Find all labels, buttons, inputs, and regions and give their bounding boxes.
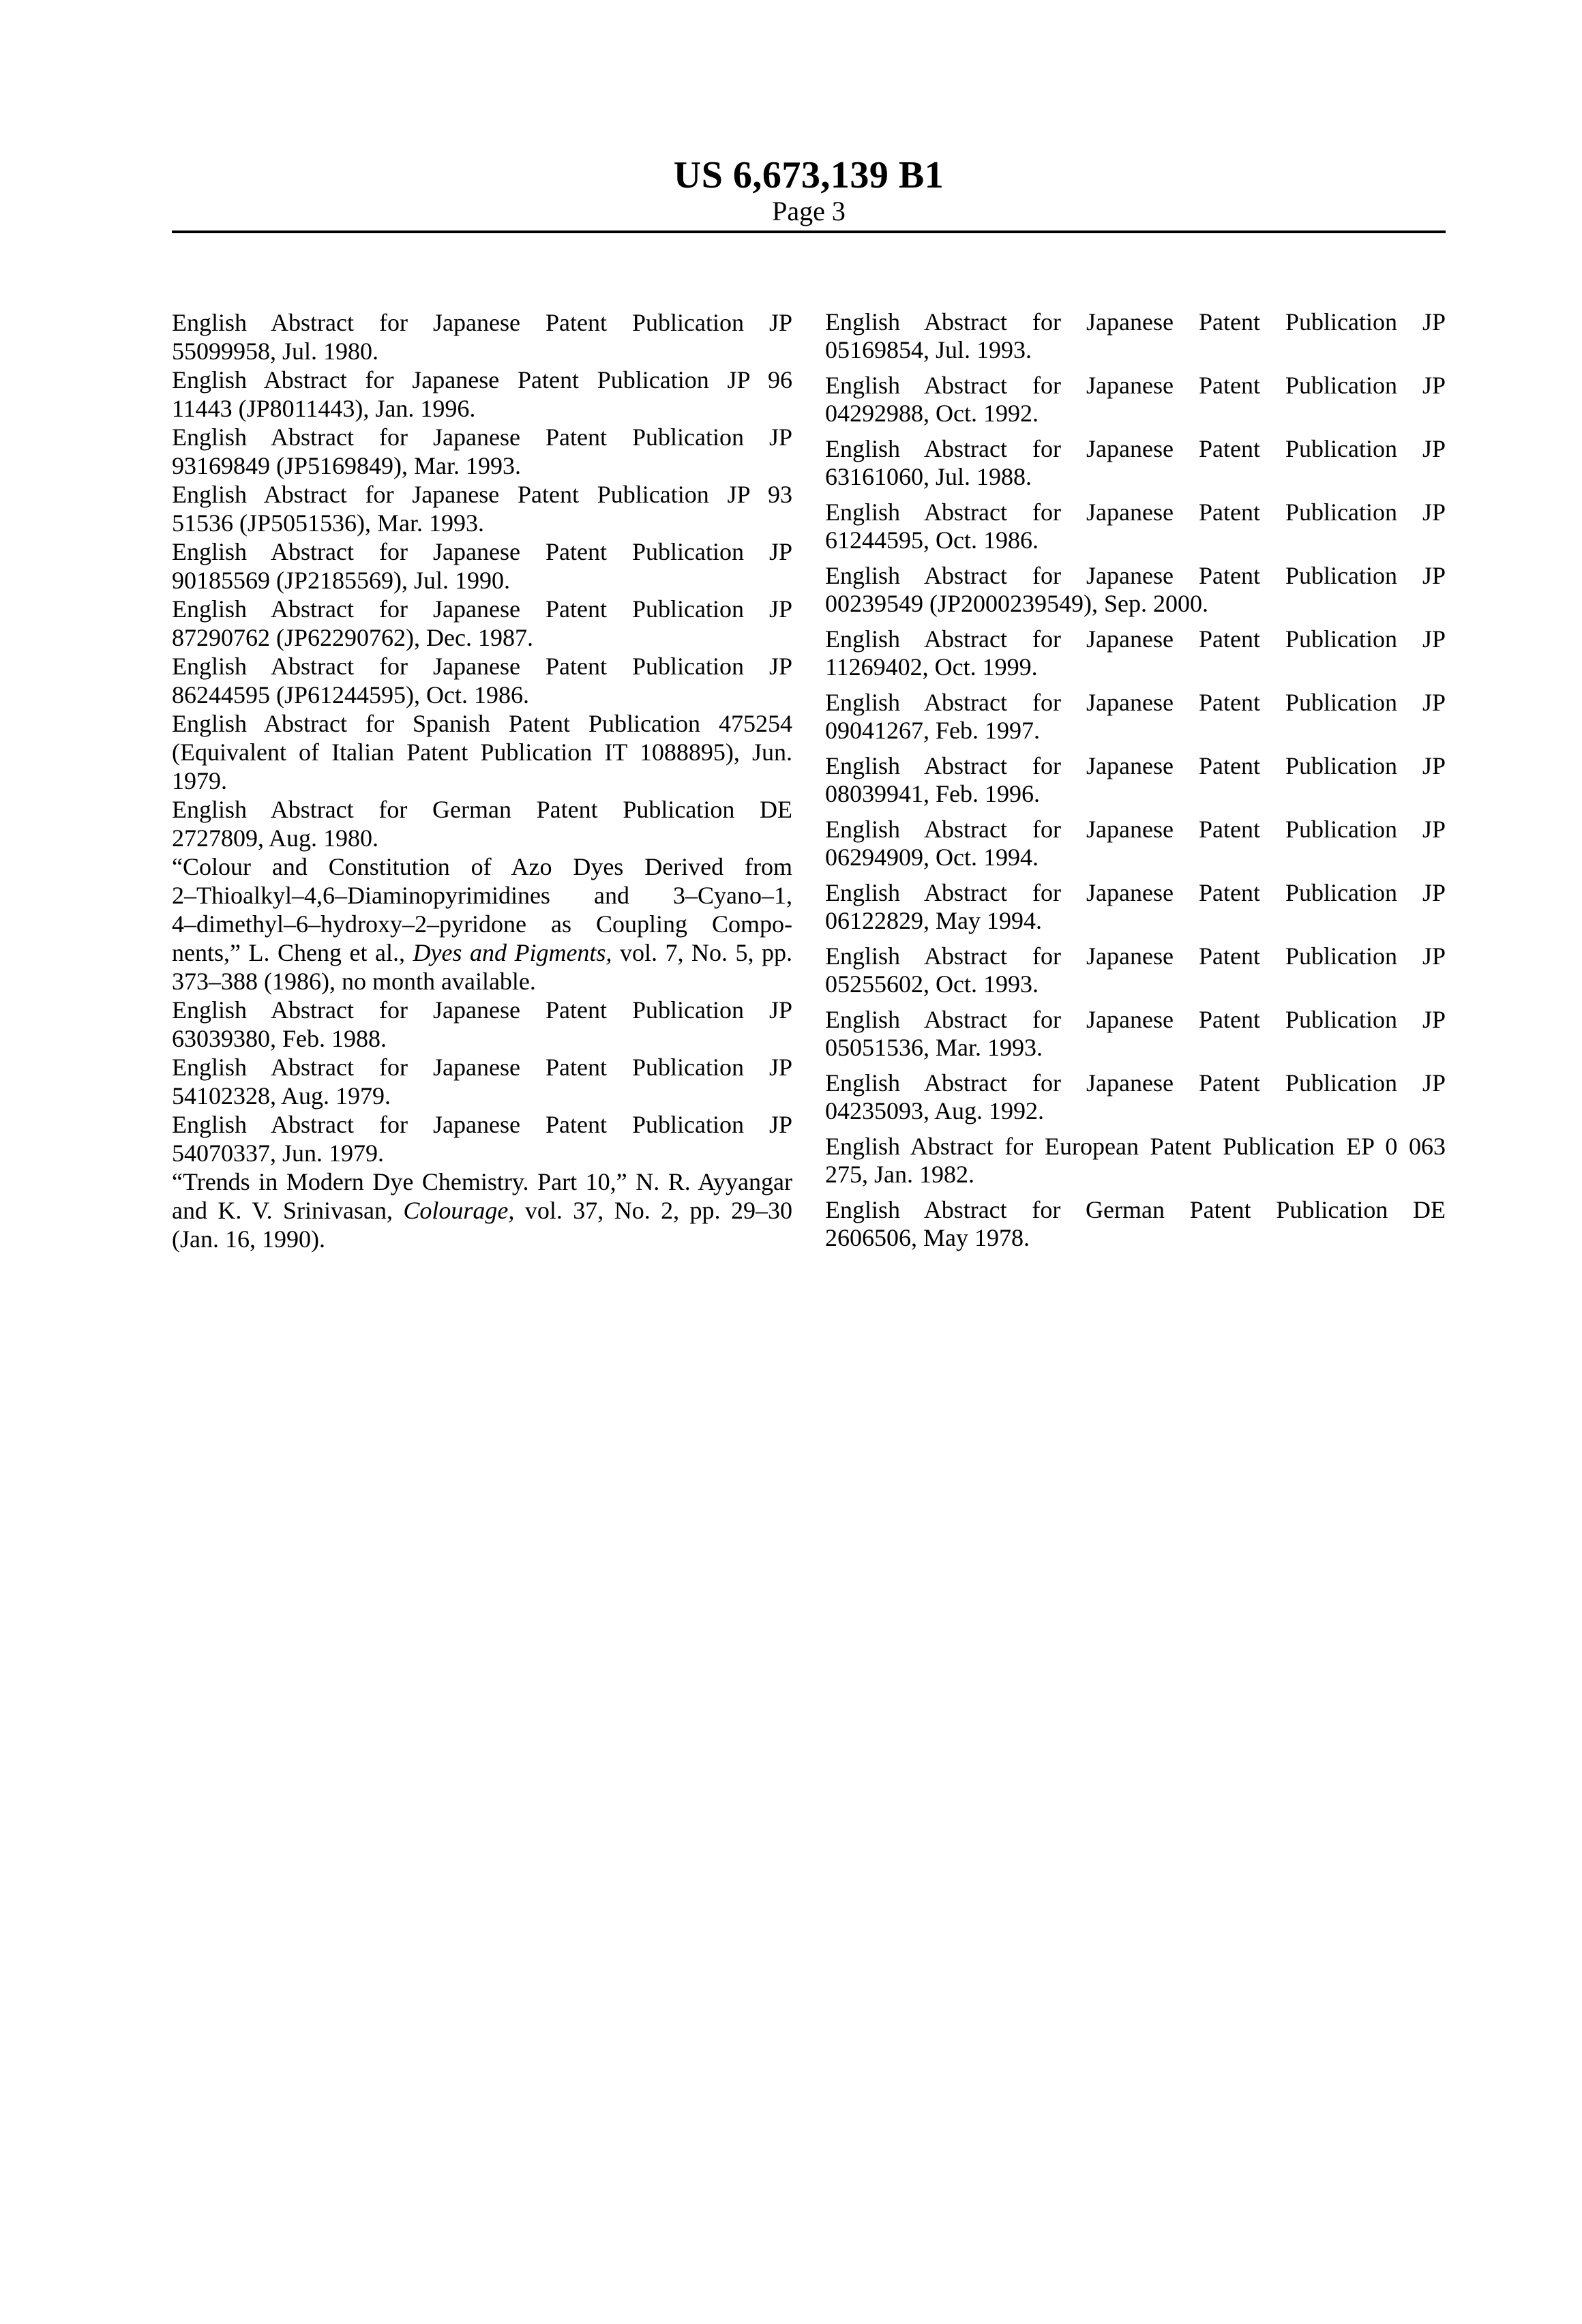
reference-text-segment: English Abstract for Japanese Patent Publication JP bbox=[172, 595, 792, 623]
reference-entry bbox=[825, 562, 1446, 618]
reference-text-segment: English Abstract for Japanese Patent Publication JP bbox=[825, 1006, 1446, 1033]
reference-line bbox=[825, 498, 1446, 526]
reference-text-segment: 04235093, Aug. 1992. bbox=[825, 1097, 1045, 1124]
reference-entry bbox=[172, 1110, 792, 1167]
reference-line bbox=[825, 942, 1446, 970]
reference-entry bbox=[172, 795, 792, 852]
reference-line bbox=[825, 816, 1446, 844]
reference-text-segment: English Abstract for German Patent Publication DE bbox=[172, 796, 792, 823]
reference-line bbox=[172, 967, 792, 996]
reference-line bbox=[825, 1196, 1446, 1224]
reference-line bbox=[172, 451, 792, 480]
reference-line bbox=[172, 337, 792, 366]
reference-line bbox=[172, 537, 792, 566]
reference-line bbox=[825, 1161, 1446, 1189]
header-divider-line bbox=[172, 230, 1446, 233]
reference-entry bbox=[172, 996, 792, 1053]
reference-text-segment: English Abstract for Japanese Patent Publication JP bbox=[825, 372, 1446, 399]
reference-text-segment: English Abstract for Japanese Patent Publication JP bbox=[825, 498, 1446, 526]
reference-line bbox=[172, 795, 792, 824]
reference-entry bbox=[825, 498, 1446, 554]
reference-text-segment: 90185569 (JP2185569), Jul. 1990. bbox=[172, 567, 511, 594]
reference-entry bbox=[825, 1196, 1446, 1252]
patent-number: US 6,673,139 B1 bbox=[673, 154, 944, 196]
references-section bbox=[172, 308, 1446, 1253]
reference-journal-title: Dyes and Pigments, bbox=[413, 939, 612, 966]
reference-text-segment: English Abstract for Japanese Patent Publication JP 96 bbox=[172, 366, 792, 393]
reference-text-segment: English Abstract for Japanese Patent Publication JP bbox=[172, 1054, 792, 1081]
reference-entry bbox=[172, 1167, 792, 1253]
reference-text-segment: English Abstract for Japanese Patent Publication JP bbox=[825, 1069, 1446, 1097]
reference-line bbox=[825, 752, 1446, 780]
reference-line bbox=[172, 910, 792, 938]
reference-text-segment: English Abstract for Japanese Patent Publication JP bbox=[172, 309, 792, 336]
reference-entry bbox=[825, 816, 1446, 872]
reference-text-segment: English Abstract for Japanese Patent Publication JP bbox=[825, 752, 1446, 779]
reference-line bbox=[172, 824, 792, 852]
page-number-label: Page 3 bbox=[772, 196, 846, 226]
reference-entry bbox=[825, 879, 1446, 935]
reference-text-segment: 54102328, Aug. 1979. bbox=[172, 1082, 391, 1109]
reference-text-segment: vol. 37, No. 2, pp. 29–30 bbox=[514, 1197, 792, 1224]
reference-entry bbox=[172, 366, 792, 423]
reference-line bbox=[172, 1053, 792, 1082]
reference-line bbox=[825, 1133, 1446, 1161]
reference-text-segment: 51536 (JP5051536), Mar. 1993. bbox=[172, 509, 484, 537]
reference-line bbox=[825, 336, 1446, 364]
reference-line bbox=[172, 366, 792, 394]
reference-text-segment: English Abstract for Japanese Patent Publication JP bbox=[825, 816, 1446, 843]
reference-text-segment: 2727809, Aug. 1980. bbox=[172, 824, 379, 852]
reference-line bbox=[172, 938, 792, 967]
reference-line bbox=[172, 881, 792, 910]
reference-text-segment: English Abstract for Japanese Patent Publication JP bbox=[172, 996, 792, 1024]
reference-entry bbox=[172, 709, 792, 795]
reference-text-segment: nents,” L. Cheng et al., bbox=[172, 939, 413, 966]
reference-text-segment: 61244595, Oct. 1986. bbox=[825, 526, 1039, 554]
reference-entry bbox=[825, 942, 1446, 998]
reference-line bbox=[825, 1224, 1446, 1252]
reference-text-segment: English Abstract for Japanese Patent Publication JP bbox=[825, 879, 1446, 906]
reference-text-segment: “Colour and Constitution of Azo Dyes Derived from bbox=[172, 853, 792, 880]
reference-entry bbox=[172, 423, 792, 480]
reference-line bbox=[172, 480, 792, 509]
reference-line bbox=[825, 590, 1446, 618]
reference-line bbox=[825, 372, 1446, 400]
reference-text-segment: English Abstract for German Patent Publication DE bbox=[825, 1196, 1446, 1223]
reference-line bbox=[172, 738, 792, 766]
reference-line bbox=[172, 1225, 792, 1253]
reference-line bbox=[825, 308, 1446, 336]
reference-entry bbox=[825, 752, 1446, 808]
reference-text-segment: English Abstract for Japanese Patent Publication JP bbox=[172, 423, 792, 451]
reference-text-segment: English Abstract for Japanese Patent Publication JP bbox=[825, 689, 1446, 716]
reference-text-segment: 2–Thioalkyl–4,6–Diaminopyrimidines and 3–Cyano–1, bbox=[172, 882, 792, 909]
references-column-left bbox=[172, 308, 792, 1253]
reference-line bbox=[172, 1196, 792, 1225]
reference-line bbox=[172, 766, 792, 795]
reference-entry bbox=[825, 435, 1446, 491]
reference-text-segment: English Abstract for Japanese Patent Publication JP bbox=[825, 942, 1446, 970]
references-column-right bbox=[825, 308, 1446, 1253]
reference-line bbox=[172, 709, 792, 738]
reference-line bbox=[172, 996, 792, 1024]
reference-line bbox=[172, 1082, 792, 1110]
reference-text-segment: 11269402, Oct. 1999. bbox=[825, 653, 1038, 681]
reference-text-segment: (Equivalent of Italian Patent Publication IT 1088895), Jun. bbox=[172, 739, 792, 766]
reference-text-segment: English Abstract for Japanese Patent Publication JP bbox=[825, 625, 1446, 653]
reference-text-segment: English Abstract for Japanese Patent Publication JP bbox=[172, 538, 792, 565]
reference-text-segment: English Abstract for European Patent Publication EP 0 063 bbox=[825, 1133, 1446, 1160]
reference-text-segment: English Abstract for Japanese Patent Publication JP bbox=[172, 653, 792, 680]
reference-entry bbox=[172, 652, 792, 709]
reference-text-segment: 05255602, Oct. 1993. bbox=[825, 970, 1039, 998]
reference-line bbox=[172, 394, 792, 423]
reference-text-segment: 05169854, Jul. 1993. bbox=[825, 336, 1032, 363]
reference-line bbox=[172, 1139, 792, 1167]
reference-line bbox=[172, 423, 792, 451]
reference-line bbox=[825, 689, 1446, 717]
reference-text-segment: English Abstract for Japanese Patent Publication JP bbox=[825, 308, 1446, 336]
reference-text-segment: 93169849 (JP5169849), Mar. 1993. bbox=[172, 452, 521, 479]
reference-text-segment: 54070337, Jun. 1979. bbox=[172, 1139, 385, 1167]
reference-line bbox=[825, 1097, 1446, 1125]
reference-text-segment: “Trends in Modern Dye Chemistry. Part 10,” N. R. Ayyangar bbox=[172, 1168, 792, 1195]
reference-entry bbox=[825, 1133, 1446, 1189]
reference-line bbox=[825, 907, 1446, 935]
reference-line bbox=[172, 852, 792, 881]
reference-entry bbox=[172, 1053, 792, 1110]
reference-line bbox=[172, 1110, 792, 1139]
reference-text-segment: 63039380, Feb. 1988. bbox=[172, 1025, 387, 1052]
reference-text-segment: 09041267, Feb. 1997. bbox=[825, 717, 1040, 744]
reference-line bbox=[172, 652, 792, 681]
reference-line bbox=[172, 509, 792, 537]
reference-text-segment: 08039941, Feb. 1996. bbox=[825, 780, 1040, 807]
reference-line bbox=[825, 1006, 1446, 1034]
reference-text-segment: and K. V. Srinivasan, bbox=[172, 1197, 404, 1224]
reference-text-segment: 1979. bbox=[172, 767, 227, 794]
reference-entry bbox=[825, 372, 1446, 428]
reference-text-segment: 04292988, Oct. 1992. bbox=[825, 400, 1039, 427]
page-header bbox=[172, 155, 1446, 226]
reference-entry bbox=[172, 537, 792, 595]
reference-text-segment: 63161060, Jul. 1988. bbox=[825, 463, 1032, 490]
reference-line bbox=[825, 435, 1446, 463]
reference-text-segment: 06122829, May 1994. bbox=[825, 907, 1042, 934]
reference-line bbox=[825, 1034, 1446, 1062]
reference-text-segment: 275, Jan. 1982. bbox=[825, 1161, 974, 1188]
reference-text-segment: 86244595 (JP61244595), Oct. 1986. bbox=[172, 681, 529, 709]
reference-text-segment: 06294909, Oct. 1994. bbox=[825, 844, 1039, 871]
reference-line bbox=[825, 625, 1446, 653]
reference-text-segment: 373–388 (1986), no month available. bbox=[172, 968, 536, 995]
reference-line bbox=[825, 400, 1446, 428]
reference-entry bbox=[172, 480, 792, 537]
reference-text-segment: English Abstract for Japanese Patent Publication JP bbox=[172, 1111, 792, 1138]
reference-entry bbox=[825, 1069, 1446, 1125]
reference-text-segment: 87290762 (JP62290762), Dec. 1987. bbox=[172, 624, 533, 651]
reference-line bbox=[825, 463, 1446, 491]
reference-line bbox=[172, 566, 792, 595]
reference-line bbox=[825, 1069, 1446, 1097]
reference-entry bbox=[172, 852, 792, 996]
reference-line bbox=[825, 717, 1446, 745]
reference-text-segment: (Jan. 16, 1990). bbox=[172, 1225, 325, 1253]
reference-line bbox=[825, 526, 1446, 554]
reference-text-segment: 4–dimethyl–6–hydroxy–2–pyridone as Coupling Compo- bbox=[172, 910, 792, 938]
reference-entry bbox=[172, 595, 792, 652]
reference-text-segment: English Abstract for Japanese Patent Publication JP bbox=[825, 562, 1446, 589]
reference-line bbox=[172, 308, 792, 337]
reference-line bbox=[172, 1167, 792, 1196]
reference-text-segment: 05051536, Mar. 1993. bbox=[825, 1034, 1043, 1061]
reference-entry bbox=[825, 1006, 1446, 1062]
reference-text-segment: 55099958, Jul. 1980. bbox=[172, 338, 379, 365]
reference-line bbox=[825, 562, 1446, 590]
reference-text-segment: English Abstract for Spanish Patent Publication 475254 bbox=[172, 710, 792, 737]
reference-entry bbox=[825, 689, 1446, 745]
reference-line bbox=[825, 780, 1446, 808]
reference-line bbox=[172, 623, 792, 652]
reference-entry bbox=[825, 308, 1446, 364]
reference-text-segment: vol. 7, No. 5, pp. bbox=[612, 939, 792, 966]
reference-entry bbox=[825, 625, 1446, 681]
reference-line bbox=[825, 970, 1446, 998]
reference-entry bbox=[172, 308, 792, 366]
reference-text-segment: 00239549 (JP2000239549), Sep. 2000. bbox=[825, 590, 1209, 617]
reference-text-segment: 11443 (JP8011443), Jan. 1996. bbox=[172, 395, 476, 422]
reference-text-segment: English Abstract for Japanese Patent Publication JP bbox=[825, 435, 1446, 462]
reference-line bbox=[825, 879, 1446, 907]
reference-line bbox=[825, 653, 1446, 681]
reference-text-segment: English Abstract for Japanese Patent Publication JP 93 bbox=[172, 481, 792, 508]
reference-line bbox=[172, 595, 792, 623]
reference-line bbox=[172, 681, 792, 709]
reference-line bbox=[172, 1024, 792, 1053]
reference-text-segment: 2606506, May 1978. bbox=[825, 1224, 1030, 1251]
reference-journal-title: Colourage, bbox=[403, 1197, 515, 1224]
reference-line bbox=[825, 844, 1446, 872]
